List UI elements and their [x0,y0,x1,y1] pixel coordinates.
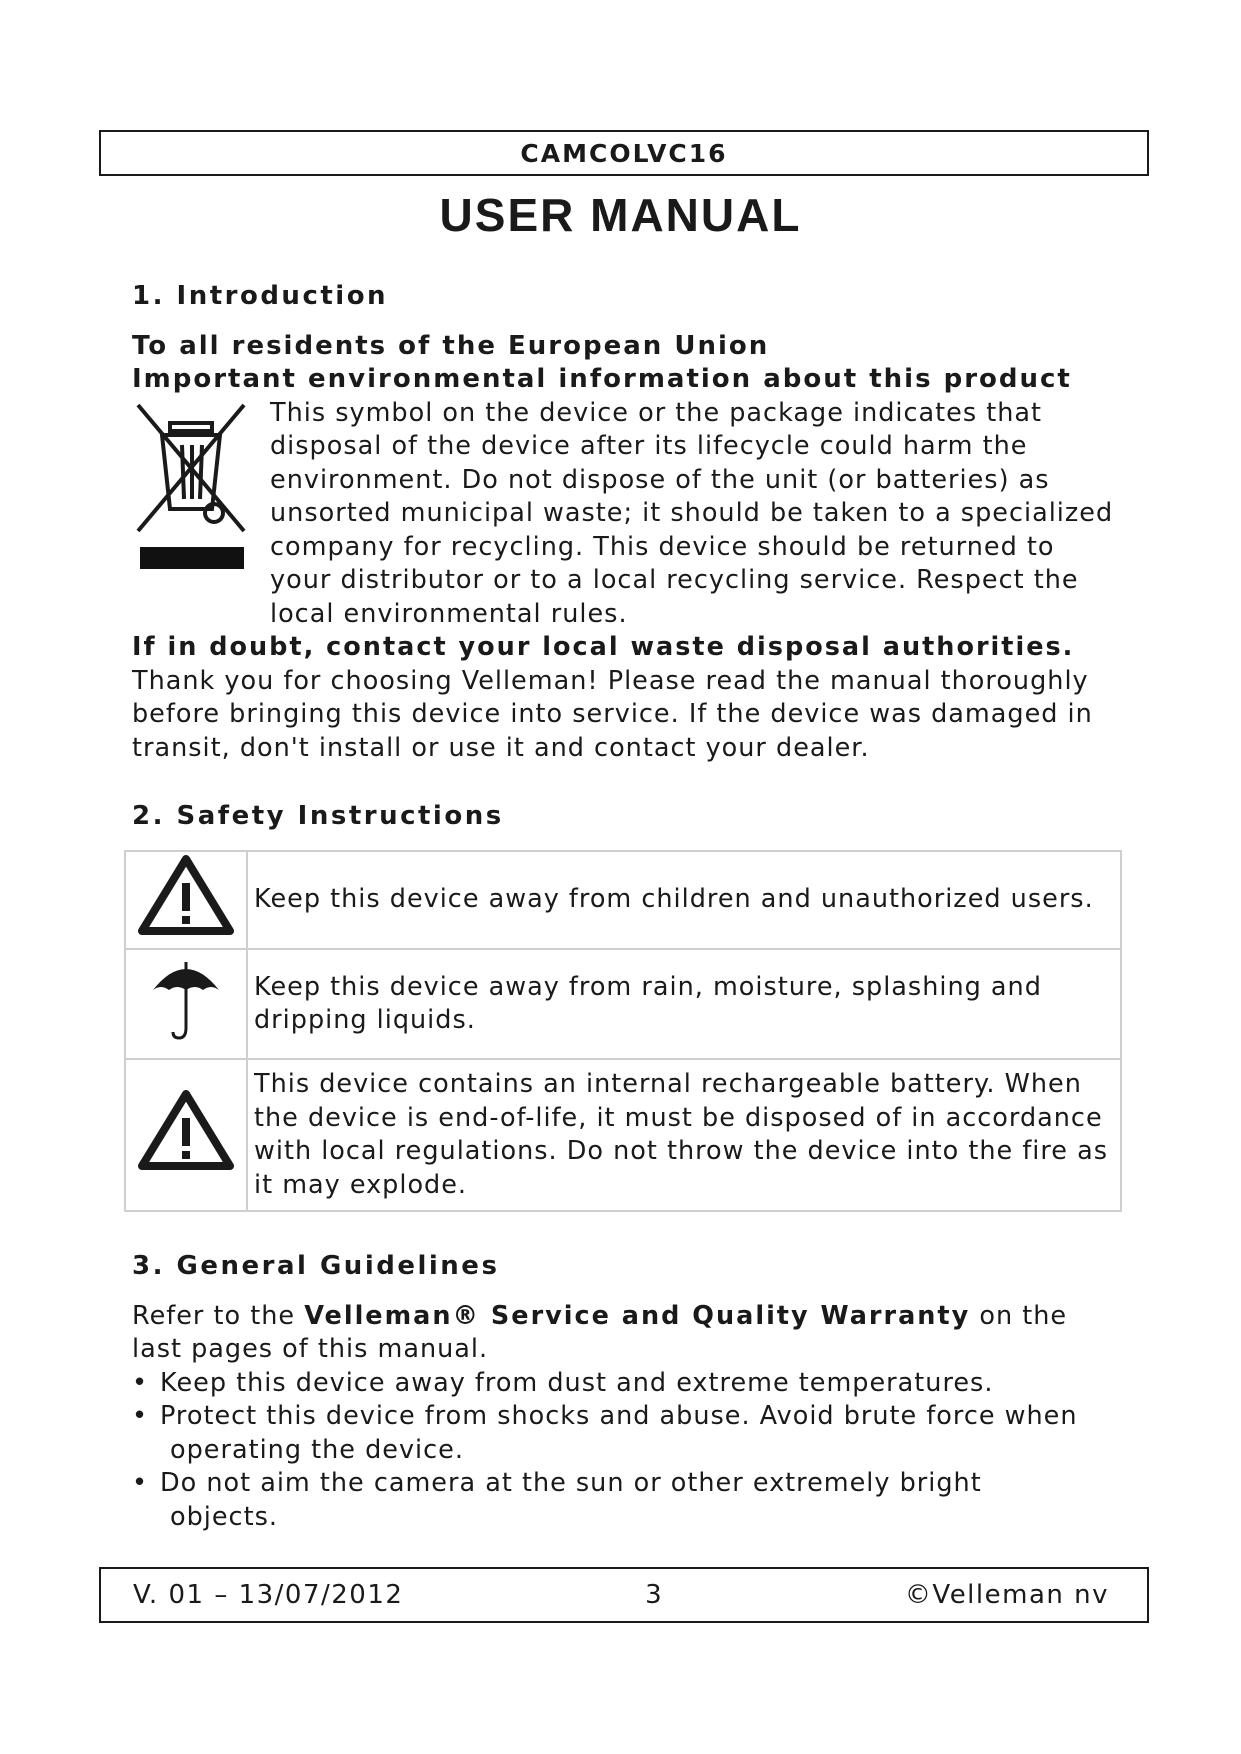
eu-residents-heading: To all residents of the European Union [132,330,770,361]
bullet-text-continued: operating the device. [170,1434,464,1465]
environmental-heading: Important environmental information about this product [132,364,1072,394]
footer-version: V. 01 – 13/07/2012 [133,1580,404,1610]
warranty-reference [132,1300,1122,1367]
thanks-text: Thank you for choosing Velleman! Please read the manual thoroughly before bringing this device into service. If the device was damaged in transit, don't install or use it and contact your dealer. [132,665,1093,763]
warranty-post: on the last pages of this manual. [132,1300,1068,1364]
safety-row [125,851,1121,949]
crossed-out-bin-icon [132,401,250,571]
section-general-guidelines [132,1250,1122,1534]
weee-text: This symbol on the device or the package indicates that disposal of the device after its lifecycle could harm the environment. Do not dispose of the unit (or batteries) as unsorted municipal waste; it should be taken to a specialized company for recycling. This device should be returned to your distributor or to a local recycling service. Respect the local environmental rules. [270,397,1114,629]
bullet-text: Keep this device away from dust and extreme temperatures. [160,1367,994,1398]
safety-heading-wrap [132,800,1122,834]
section-3-heading: 3. General Guidelines [132,1251,500,1281]
bullet-text: Protect this device from shocks and abuse. Avoid brute force when [160,1401,1078,1431]
model-number: CAMCOLVC16 [520,138,728,168]
safety-table [124,850,1122,1212]
warning-triangle-icon [136,853,236,937]
safety-row [125,949,1121,1059]
safety-icon-cell [125,851,247,949]
safety-icon-cell [125,1059,247,1211]
safety-text: This device contains an internal rechargeable battery. When the device is end-of-life, it must be disposed of in accordance with local regulations. Do not throw the device into the fire as it may explode. [247,1059,1121,1211]
safety-text: Keep this device away from rain, moisture, splashing and dripping liquids. [247,949,1121,1059]
list-item [132,1367,1122,1401]
section-introduction [132,280,1122,765]
bullet-text-continued: objects. [170,1501,278,1532]
page-title: USER MANUAL [439,189,802,241]
safety-text: Keep this device away from children and unauthorized users. [247,851,1121,949]
header-model-box [99,130,1149,176]
bullet-text: Do not aim the camera at the sun or other extremely bright [160,1468,982,1498]
weee-block [132,397,1122,632]
safety-icon-cell [125,949,247,1059]
warning-triangle-icon [136,1088,236,1172]
safety-row [125,1059,1121,1211]
footer-page-number: 3 [645,1580,664,1610]
list-item [132,1400,1122,1467]
guidelines-list [132,1367,1122,1535]
warranty-pre: Refer to the [132,1300,305,1331]
section-2-heading: 2. Safety Instructions [132,801,504,831]
footer [99,1567,1149,1623]
doubt-text: If in doubt, contact your local waste disposal authorities. [132,632,1075,662]
section-1-heading: 1. Introduction [132,281,389,311]
footer-copyright: ©Velleman nv [904,1580,1109,1610]
umbrella-icon [151,956,221,1042]
list-item [132,1467,1122,1534]
warranty-link-text: Velleman® Service and Quality Warranty [304,1300,971,1331]
